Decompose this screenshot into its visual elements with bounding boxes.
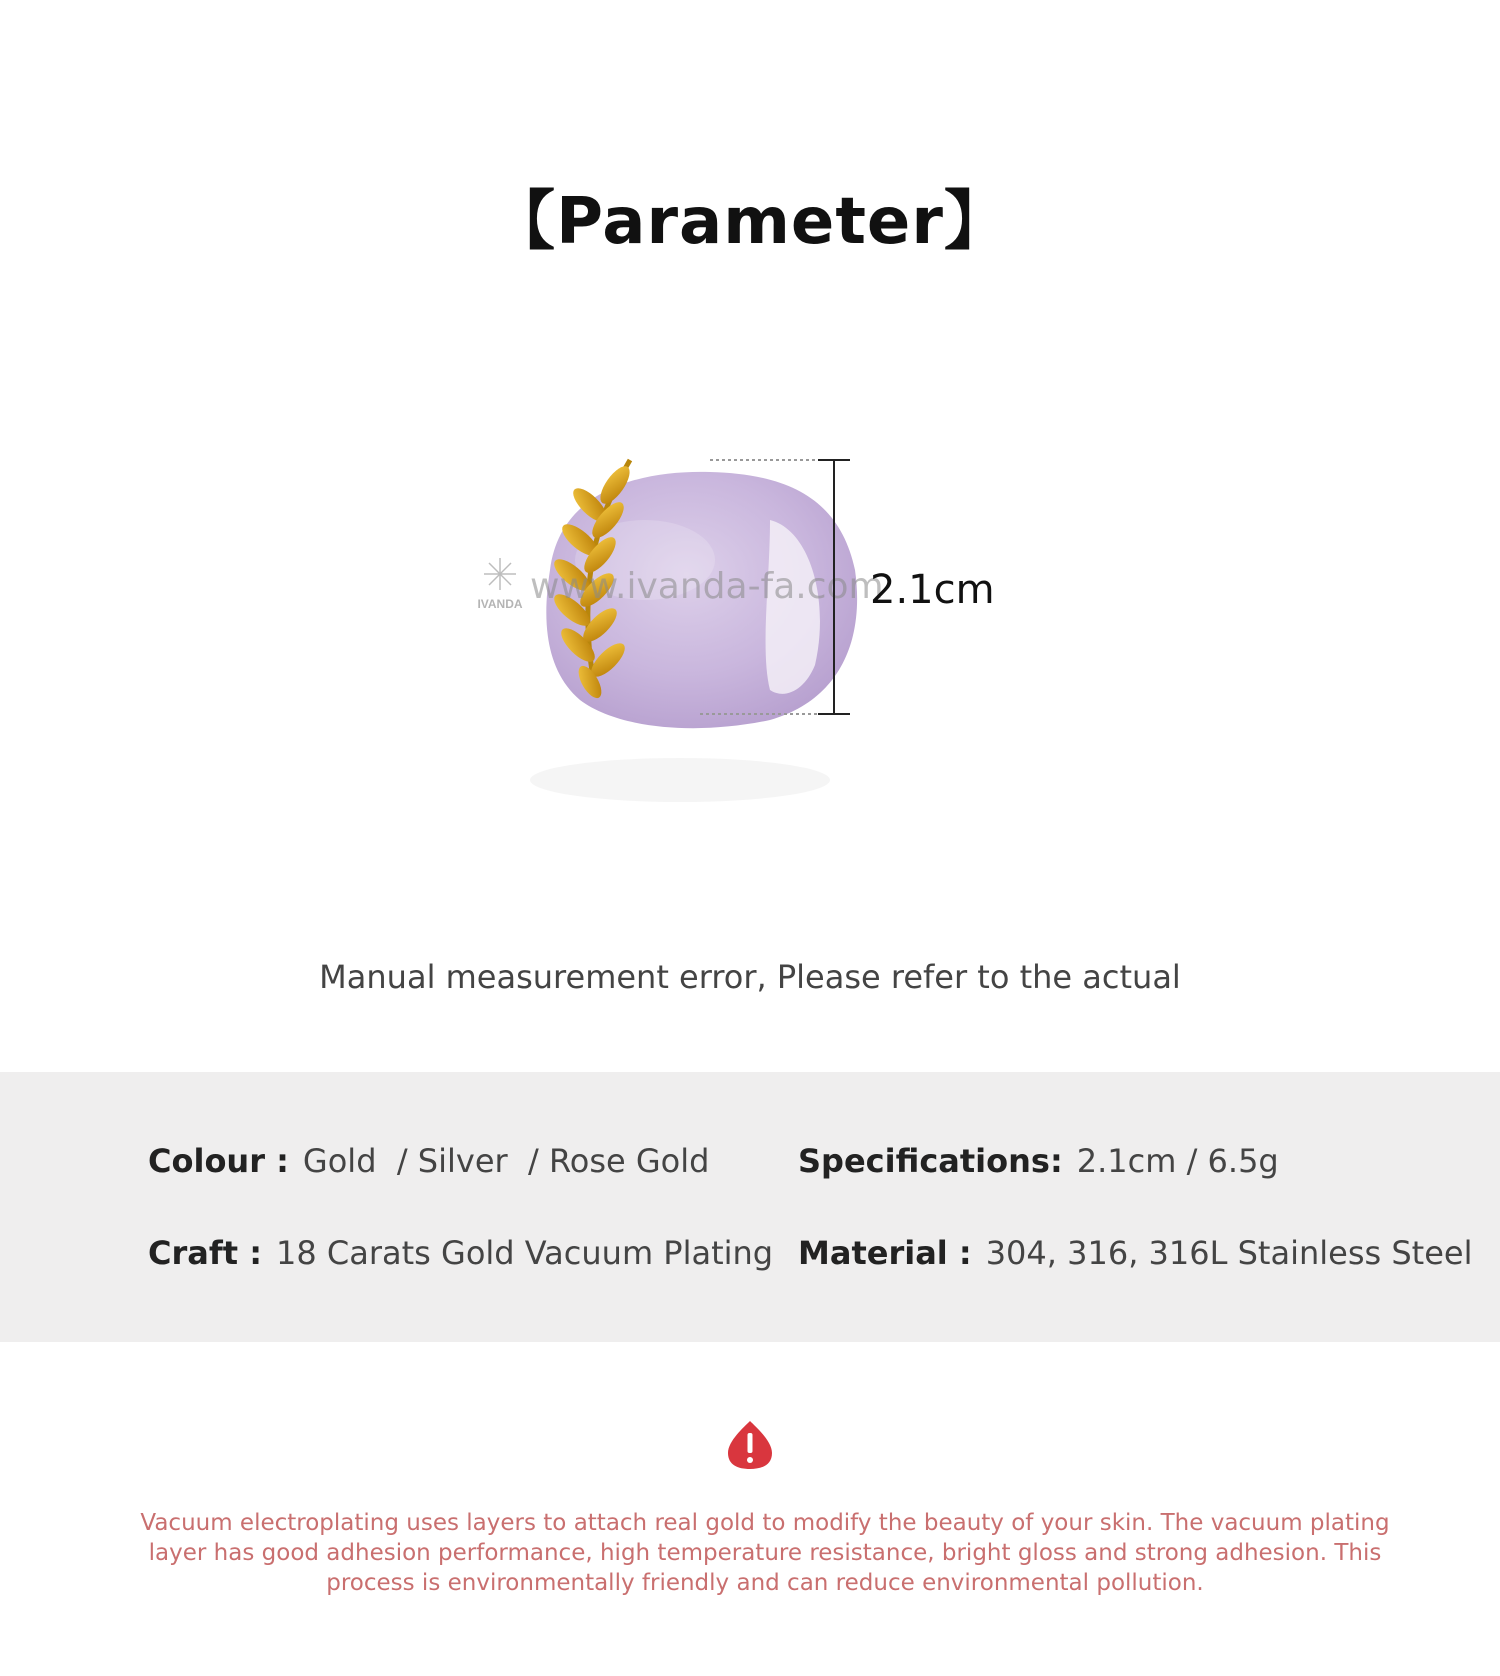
spec-specifications-label: Specifications: — [798, 1142, 1063, 1180]
brand-star-icon — [484, 558, 516, 590]
alert-icon — [726, 1419, 774, 1471]
plating-warning-text: Vacuum electroplating uses layers to attach real gold to modify the beauty of your skin. The vacuum plating layer has good adhesion performance, high temperature resistance, bright gloss and strong adhesion. This process is environmentally friendly and can reduce environmental pollution. — [140, 1510, 1390, 1596]
spec-craft — [148, 1234, 773, 1272]
spec-material-label: Material : — [798, 1234, 972, 1272]
spec-colour-value: Gold / Silver / Rose Gold — [302, 1142, 710, 1180]
watermark — [477, 558, 883, 611]
ring-illustration — [470, 450, 1090, 870]
spec-specifications — [798, 1142, 1279, 1180]
watermark-url: www.ivanda-fa.com — [530, 566, 884, 607]
measurement-note: Manual measurement error, Please refer to the actual — [319, 958, 1181, 996]
product-image — [470, 450, 1090, 870]
watermark-brand: IVANDA — [477, 597, 523, 611]
measure-label: 2.1cm — [870, 567, 995, 613]
spec-craft-label: Craft : — [148, 1234, 263, 1272]
spec-colour-label: Colour : — [148, 1142, 289, 1180]
spec-material-value: 304, 316, 316L Stainless Steel — [985, 1234, 1473, 1272]
page-title: 【Parameter】 — [491, 185, 1009, 259]
spec-specifications-value: 2.1cm / 6.5g — [1076, 1142, 1279, 1180]
spec-panel — [0, 1072, 1500, 1342]
spec-craft-value: 18 Carats Gold Vacuum Plating — [276, 1234, 774, 1272]
spec-colour — [148, 1142, 709, 1180]
spec-material — [798, 1234, 1472, 1272]
